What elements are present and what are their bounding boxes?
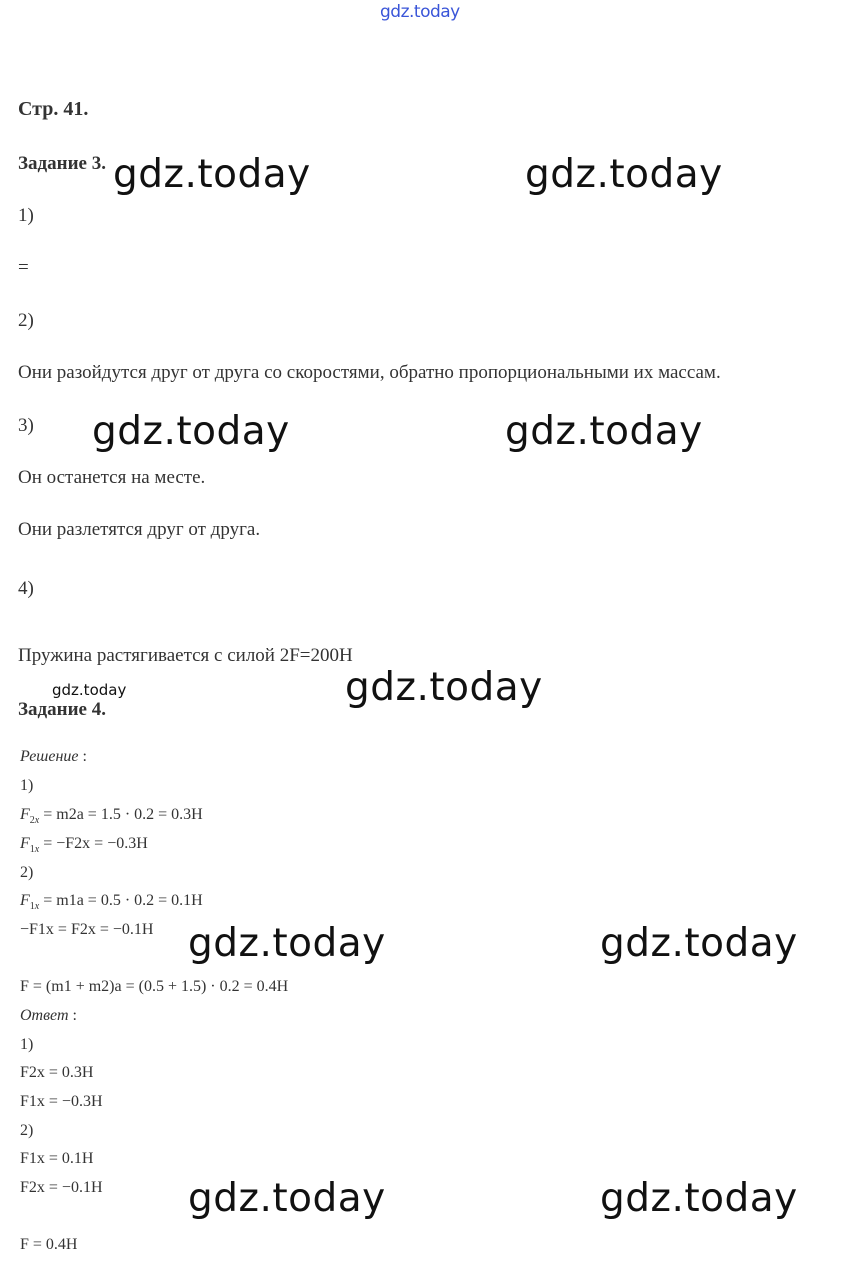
task3-part3-text-b: Они разлетятся друг от друга. (18, 519, 261, 540)
equation-f2x: $F_{2x} = m2a = 1.5 \cdot 0.2 = 0.3H$ (20, 806, 203, 827)
solution-step-2: 2) (20, 864, 34, 881)
equation-total: F = (m1 + m2)a = (0.5 + 1.5) · 0.2 = 0.4H (20, 978, 289, 995)
equation-f1x-b: $F_{1x} = m1a = 0.5 \cdot 0.2 = 0.1H$ (20, 892, 203, 913)
equation-f2x-rhs: = m2a = 1.5 · 0.2 = 0.3H (43, 806, 203, 823)
solution-label: Решение : (20, 748, 87, 765)
equation-f1x-b-rhs: = m1a = 0.5 · 0.2 = 0.1H (43, 892, 203, 909)
task3-part3-text-a: Он останется на месте. (18, 467, 206, 488)
answer-step-2: 2) (20, 1122, 34, 1139)
watermark: gdz.today (345, 665, 543, 710)
watermark: gdz.today (92, 409, 290, 454)
watermark: gdz.today (188, 921, 386, 966)
watermark: gdz.today (188, 1176, 386, 1221)
equation-f1x: $F_{1x} = -F2x = -0.3H$ (20, 835, 148, 856)
task3-heading: Задание 3. (18, 153, 106, 174)
task3-part1-equation: = (18, 257, 29, 278)
answer-f2x-b: F2x = −0.1H (20, 1179, 103, 1196)
task3-part1-label: 1) (18, 205, 34, 226)
answer-label: Ответ : (20, 1007, 77, 1024)
watermark: gdz.today (525, 152, 723, 197)
task3-part2-label: 2) (18, 310, 34, 331)
page-heading: Стр. 41. (18, 98, 89, 120)
equation-f1x-rhs: = −F2x = −0.3H (43, 835, 148, 852)
answer-f1x: F1x = −0.3H (20, 1093, 103, 1110)
task3-part4-label: 4) (18, 578, 34, 599)
answer-f: F = 0.4H (20, 1236, 78, 1253)
watermark: gdz.today (113, 152, 311, 197)
task3-part4-text: Пружина растягивается с силой 2F=200H (18, 645, 353, 666)
answer-f1x-b: F1x = 0.1H (20, 1150, 94, 1167)
solution-step-1: 1) (20, 777, 34, 794)
watermark: gdz.today (600, 921, 798, 966)
site-logo[interactable]: gdz.today (380, 2, 460, 22)
answer-f2x: F2x = 0.3H (20, 1064, 94, 1081)
task4-heading: Задание 4. (18, 699, 106, 720)
task3-part3-label: 3) (18, 415, 34, 436)
watermark: gdz.today (52, 681, 127, 699)
answer-step-1: 1) (20, 1036, 34, 1053)
equation-neg-f1x: −F1x = F2x = −0.1H (20, 921, 154, 938)
watermark: gdz.today (600, 1176, 798, 1221)
watermark: gdz.today (505, 409, 703, 454)
task3-part2-text: Они разойдутся друг от друга со скоростями, обратно пропорциональными их массам. (18, 362, 721, 383)
